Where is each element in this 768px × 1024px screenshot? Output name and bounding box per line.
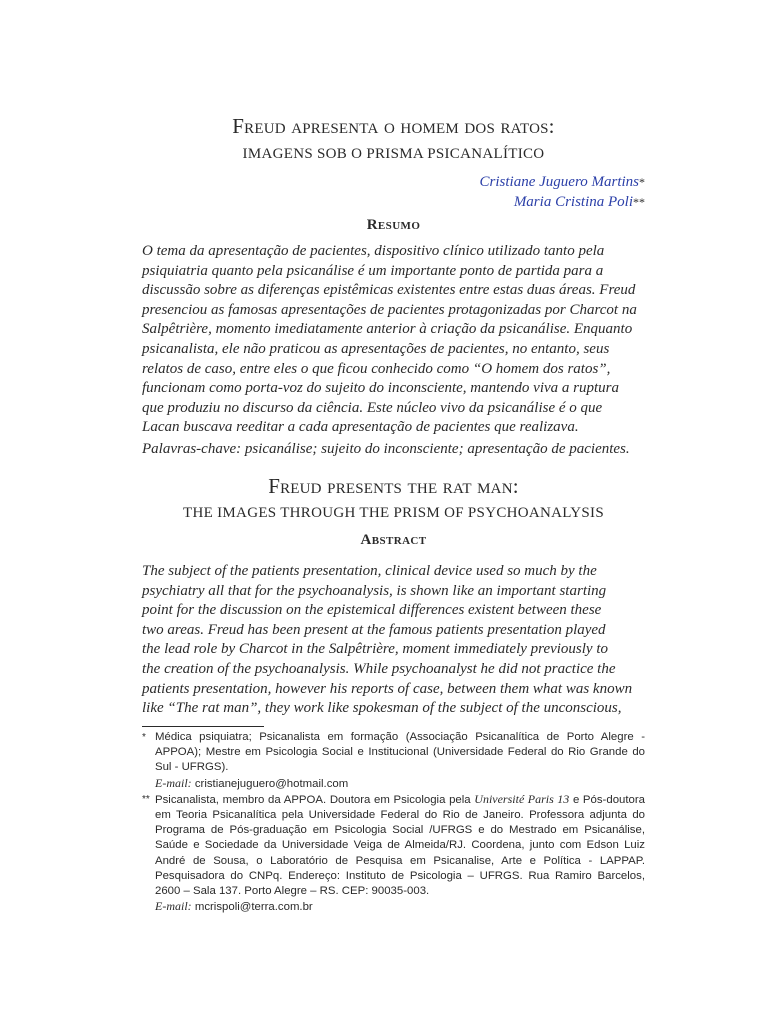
footnote-mark: ** [142,793,150,805]
resumo-heading: Resumo [366,217,421,233]
footnote-second-author [142,792,645,916]
subtitle-portuguese: IMAGENS SOB O PRISMA PSICANALÍTICO [242,146,545,162]
footnote-divider [142,726,264,727]
title-english: Freud presents the rat man: [268,474,519,498]
email-label: E-mail: [155,899,192,914]
footnote-mark: * [142,732,146,743]
author-name: Cristiane Juguero Martins [479,174,639,190]
abstract-line: the creation of the psychoanalysis. While psychoanalyst he did not practice the [142,660,616,677]
footnote-text-part: e Pós-doutora em Teoria Psicanalítica pela Universidade Federal do Rio de Janeiro. Professora adjunta do Programa de Pós-graduação em Psicologia Social /UFRGS e do Mestrado em Psicanálise, Saúde e Sociedade da Universidade Veiga de Almeida/RJ. Coordena, junto com Edson Luiz André de Sousa, o Laboratório de Pesquisa em Psicanalise, Arte e Política - LAPPAP. Pesquisadora do CNPq. Endereço: Instituto de Psicologia – UFRGS. Rua Ramiro Barcelos, 2600 – Sala 137. Porto Alegre – RS. CEP: 90035-003. [155,793,645,898]
resumo-line: relatos de caso, entre eles o que ficou conhecido como “O homem dos ratos”, [142,360,611,377]
university-name: Université Paris 13 [474,791,570,806]
subtitle-english: THE IMAGES THROUGH THE PRISM OF PSYCHOANALYSIS [183,505,604,521]
abstract-line: patients presentation, however his reports of case, between them what was known [142,680,633,697]
author-footnote-mark: ** [633,195,645,209]
footnote-text [155,792,645,899]
resumo-line: O tema da apresentação de pacientes, dispositivo clínico utilizado tanto pela [142,243,605,259]
abstract-line: like “The rat man”, they work like spokesman of the subject of the unconscious, [142,700,622,717]
abstract-line: point for the discussion on the epistemical differences existent between these [142,602,602,619]
abstract-heading: Abstract [360,532,427,548]
resumo-line: Salpêtrière, momento imediatamente anterior à criação da psicanálise. Enquanto [142,321,633,338]
abstract-line: the lead role by Charcot in the Salpêtrière, moment immediately previously to [142,641,609,658]
resumo-line: psicanalista, ele não praticou as apresentações de pacientes, no entanto, seus [142,340,610,357]
abstract-body [142,562,645,719]
resumo-line: funcionam como porta-voz do sujeito do inconsciente, mantendo viva a ruptura [142,380,620,397]
footnote-email-line [155,899,645,915]
resumo-line: que produziu no discurso da ciência. Este núcleo vivo da psicanálise é o que [142,399,603,416]
email-address[interactable]: cristianejuguero@hotmail.com [194,777,349,790]
resumo-line: discussão sobre as diferenças epistêmicas existentes entre estas duas áreas. Freud [142,282,636,299]
author-line [480,192,645,212]
resumo-line: presenciou as famosas apresentações de pacientes protagonizadas por Charcot na [142,301,637,318]
footnote-text-part: Psicanalista, membro da APPOA. Doutora em Psicologia pela [155,793,471,806]
footnote-text: Médica psiquiatra; Psicanalista em formação (Associação Psicanalítica de Porto Alegre - APPOA); Mestre em Psicologia Social e Institucional (Universidade Federal do Rio Grande do Sul - UFRGS). [155,731,645,774]
author-line [480,172,645,192]
author-footnote-mark: * [639,175,645,189]
resumo-line: Lacan buscava reeditar a cada apresentação de pacientes que realizava. [142,419,579,436]
footnote-email-line [155,776,645,792]
abstract-line: The subject of the patients presentation, clinical device used so much by the [142,563,597,579]
footnotes [142,730,645,915]
author-name: Maria Cristina Poli [513,194,633,210]
email-address[interactable]: mcrispoli@terra.com.br [194,901,313,914]
abstract-line: psychiatry all that for the psychoanalysis, is shown like an important starting [142,582,607,599]
abstract-line: two areas. Freud has been present at the famous patients presentation played [142,621,606,638]
footnote-first-author [142,730,645,792]
title-portuguese: Freud apresenta o homem dos ratos: [232,114,555,138]
resumo-body [142,242,645,438]
keywords: Palavras-chave: psicanálise; sujeito do inconsciente; apresentação de pacientes. [142,441,630,457]
email-label: E-mail: [155,775,192,790]
author-list [480,172,645,212]
resumo-line: psiquiatria quanto pela psicanálise é um importante ponto de partida para a [142,262,604,279]
